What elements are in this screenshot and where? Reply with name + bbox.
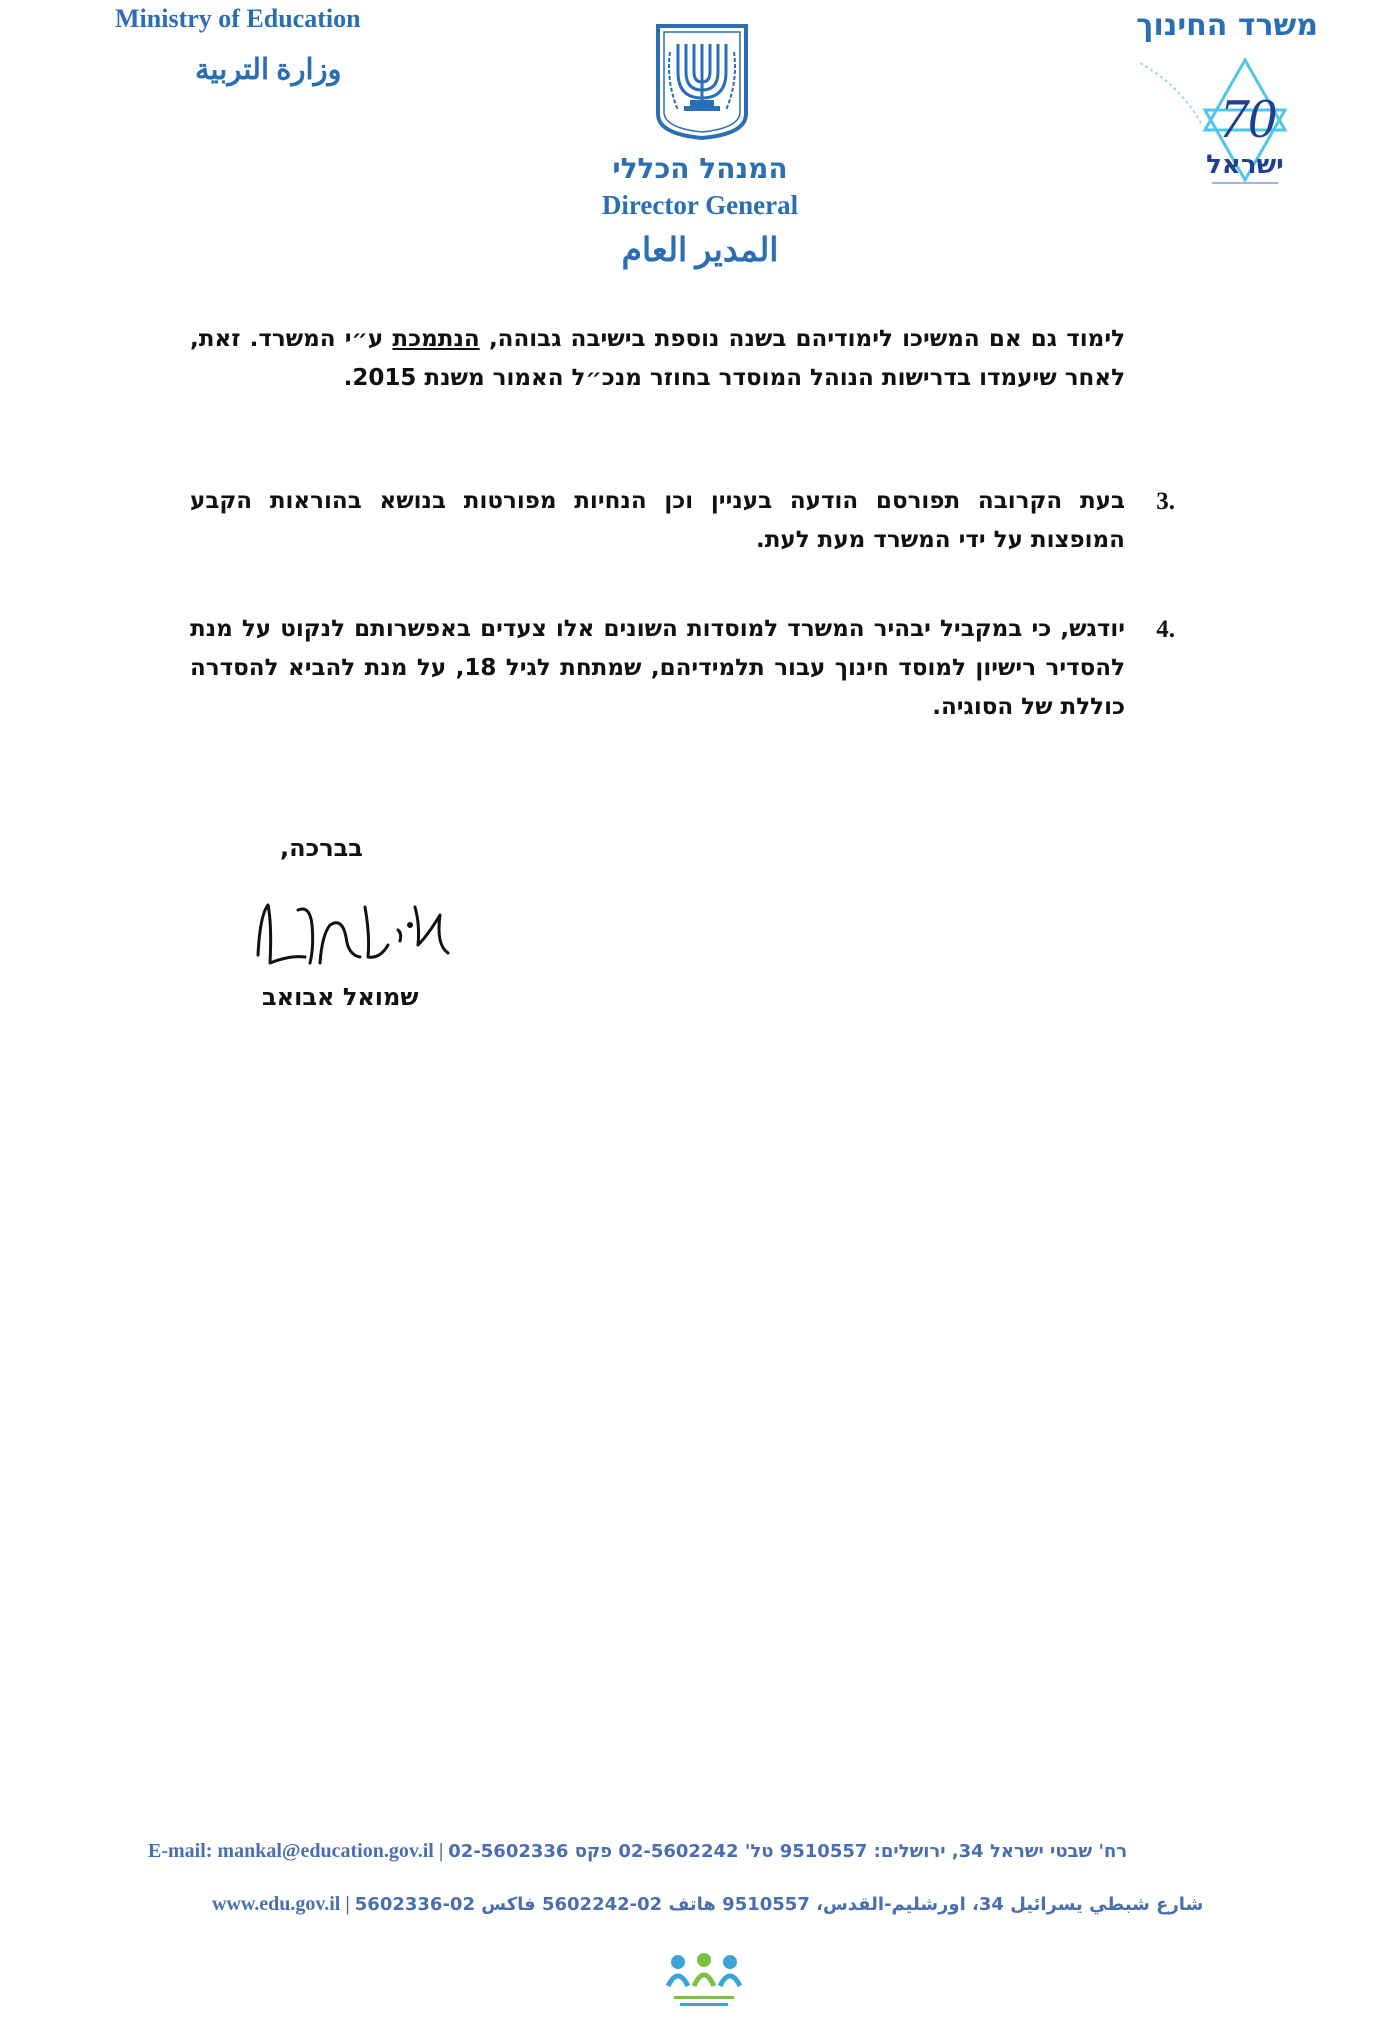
signer-name: שמואל אבואב [262,983,419,1011]
list-item-text: בעת הקרובה תפורסם הודעה בעניין וכן הנחיות מפורטות בנושא בהוראות הקבע המופצות על ידי המשרד מעת לעת. [190,488,1125,553]
svg-text:70: 70 [1220,88,1276,150]
footer-contact-line-2: www.edu.gov.il | شارع شبطي يسرائيل 34، اورشليم-القدس، 9510557 هاتف 02-5602242 فاكس 02-5602336 [212,1893,1204,1915]
paragraph-continuation: לימוד גם אם המשיכו לימודיהם בשנה נוספת בישיבה גבוהה, הנתמכת ע״י המשרד. זאת, לאחר שיעמדו בדרישות הנוהל המוסדר בחוזר מנכ״ל האמור משנת 2015. [190,326,1126,391]
list-item-text: יודגש, כי במקביל יבהיר המשרד למוסדות השונים אלו צעדים באפשרותם לנקוט על מנת להסדיר רישיון למוסד חינוך עבור תלמידיהם, שמתחת לגיל 18, על מנת להביא להסדרה כוללת של הסוגיה. [190,616,1125,720]
office-title-hebrew: המנהל הכללי [612,152,788,185]
list-item-number: 3. [1156,488,1175,515]
footer-email: E-mail: mankal@education.gov.il [148,1840,434,1862]
israel-70-anniversary-logo-icon [1140,55,1325,210]
ministry-name-english: Ministry of Education [115,4,361,33]
underlined-word: הנתמכת [392,326,480,352]
office-title-arabic: المدير العام [621,233,779,269]
svg-text:ישראל: ישראל [1206,150,1284,180]
office-title-english: Director General [601,190,799,220]
ministry-name-hebrew: משרד החינוך [1136,8,1318,43]
list-item-number: 4. [1156,616,1175,643]
handwritten-signature [250,885,465,990]
footer-website: www.edu.gov.il [212,1893,341,1915]
closing-salutation: בברכה, [280,834,363,862]
ministry-name-arabic: وزارة التربية [195,54,342,86]
state-emblem-menorah-icon [652,22,752,140]
footer-contact-line-1: E-mail: mankal@education.gov.il | רח' שבטי ישראל 34, ירושלים: 9510557 טל' 02-5602242 פקס 02-5602336 [148,1840,1128,1862]
footer-address-arabic: شارع شبطي يسرائيل 34، اورشليم-القدس، 9510557 هاتف 02-5602242 فاكس 02-5602336 [354,1894,1204,1915]
footer-address-hebrew: רח' שבטי ישראל 34, ירושלים: 9510557 טל' 02-5602242 פקס 02-5602336 [448,1841,1128,1862]
footer-organization-logo-icon [660,1948,748,2010]
